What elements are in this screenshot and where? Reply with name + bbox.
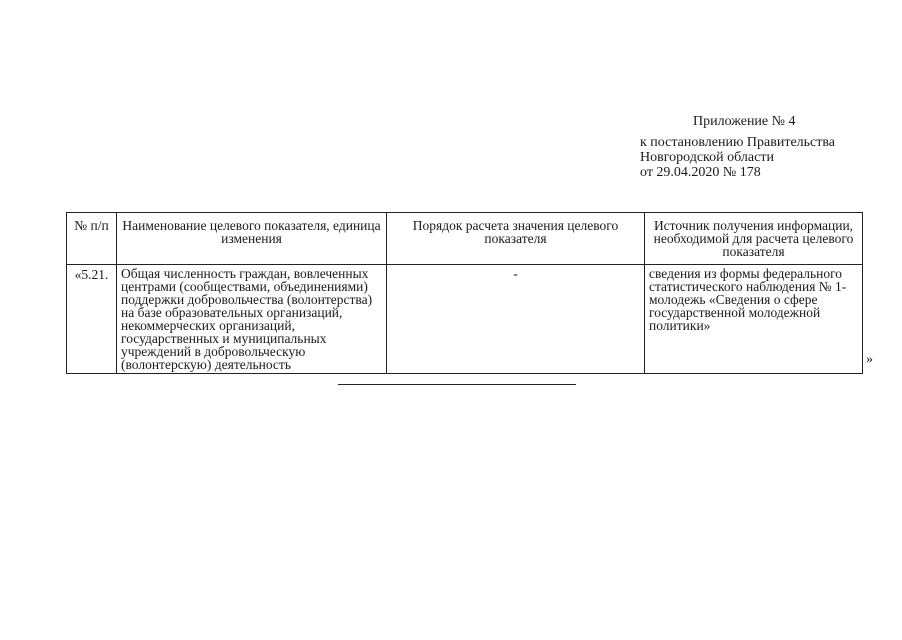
appendix-line-3: от 29.04.2020 № 178: [640, 165, 761, 180]
row-indicator-name: Общая численность граждан, вовлеченных центрами (сообществами, объединениями) поддержки добровольчества (волонтерства) на базе образовательных организаций, некоммерческих организаций, государственных и муниципальных учреждений в добровольческую (волонтерскую) деятельность: [117, 265, 387, 374]
appendix-block: [640, 114, 890, 180]
header-info-source: Источник получения информации, необходимой для расчета целевого показателя: [645, 213, 863, 265]
header-number: № п/п: [67, 213, 117, 265]
appendix-line-1: к постановлению Правительства: [640, 135, 836, 150]
indicator-table: [66, 212, 863, 374]
row-info-source: сведения из формы федерального статистического наблюдения № 1-молодежь «Сведения о сфере государственной молодежной политики»: [645, 265, 863, 374]
table-row: [67, 265, 863, 374]
appendix-title: Приложение № 4: [693, 114, 796, 129]
header-calculation-method: Порядок расчета значения целевого показателя: [387, 213, 645, 265]
closing-quote: »: [866, 352, 873, 367]
horizontal-rule: [338, 384, 576, 385]
table-header-row: [67, 213, 863, 265]
row-calculation-method: -: [387, 265, 645, 374]
header-indicator-name: Наименование целевого показателя, единица изменения: [117, 213, 387, 265]
row-number: «5.21.: [67, 265, 117, 374]
appendix-line-2: Новгородской области: [640, 150, 774, 165]
